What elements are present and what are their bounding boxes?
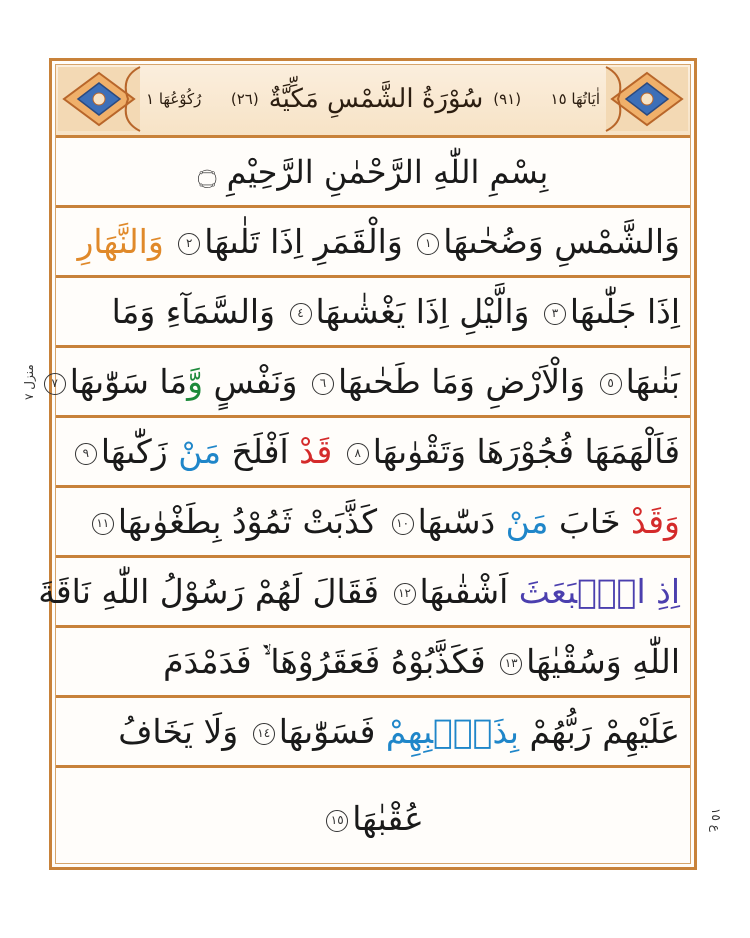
tajweed-word-purple: اِذِ انْۢبَعَثَ <box>518 572 680 611</box>
header-text <box>146 79 600 119</box>
verse-text: فَسَوّٰىهَا <box>278 712 386 751</box>
verse-line <box>56 768 690 868</box>
verse-line-text <box>38 572 680 611</box>
verse-line <box>56 488 690 558</box>
surah-title-group <box>231 84 521 114</box>
ornament-left-icon <box>58 67 140 131</box>
verse-line <box>51 348 690 418</box>
verse-text: وَالشَّمْسِ وَضُحٰىهَا <box>443 222 680 261</box>
ruku-count: رُكُوْعُهَا ١ <box>146 90 202 108</box>
verse-text: كَذَّبَتْ ثَمُوْدُ بِطَغْوٰىهَا <box>117 502 388 541</box>
verse-text: وَالَّيْلِ اِذَا يَغْشٰىهَا <box>315 292 540 331</box>
verse-text: اِذَا جَلّٰىهَا <box>569 292 680 331</box>
verse-text: فَقَالَ لَهُمْ رَسُوْلُ اللّٰهِ نَاقَةَ <box>38 572 390 611</box>
manzil-marker: منزل ٧ <box>22 364 36 400</box>
ayah-number-marker: ٦ <box>312 373 334 395</box>
verse-text: عُقْبٰهَا <box>352 798 424 838</box>
revelation-order: (٢٦) <box>230 90 259 108</box>
ayah-number-marker: ١٤ <box>253 723 275 745</box>
verse-text: عَلَيْهِمْ رَبُّهُمْ <box>518 712 680 751</box>
verse-text: اَشْقٰىهَا <box>419 572 519 611</box>
surah-number: (٩١) <box>493 90 522 108</box>
verse-line <box>56 418 690 488</box>
ayah-number-marker: ٣ <box>544 303 566 325</box>
verse-line-text <box>88 502 680 541</box>
verse-text: زَكّٰىهَا <box>100 432 179 471</box>
verse-line-text <box>163 642 680 682</box>
verse-line-text <box>77 222 680 261</box>
ayah-number-marker: ٨ <box>347 443 369 465</box>
verse-text: وَلَا يَخَافُ <box>118 712 249 751</box>
verse-text: خَابَ <box>548 502 631 541</box>
verse-text: دَسّٰىهَا <box>417 502 506 541</box>
ayat-count: اٰيَاتُهَا ١٥ <box>550 90 600 108</box>
tajweed-word-orange: وَالنَّهَارِ <box>77 222 175 261</box>
ayah-number-marker: ٩ <box>75 443 97 465</box>
verse-text: فَكَذَّبُوْهُ فَعَقَرُوْهَا ۙ۬ فَدَمْدَمَ <box>163 641 497 681</box>
tajweed-word-red: وَقَدْ <box>630 502 680 541</box>
verse-line <box>56 208 690 278</box>
ayah-number-marker: ٧ <box>44 373 66 395</box>
bismillah-line: بِسْمِ اللّٰهِ الرَّحْمٰنِ الرَّحِيْمِ ۝ <box>56 138 690 208</box>
verse-text: اَفْلَحَ <box>221 432 300 471</box>
surah-header <box>56 65 690 138</box>
verse-line <box>56 628 690 698</box>
verse-line-text <box>112 292 680 331</box>
verse-text: فَاَلْهَمَهَا فُجُوْرَهَا وَتَقْوٰىهَا <box>372 432 680 471</box>
verse-text: وَالسَّمَآءِ وَمَا <box>111 292 286 331</box>
ayah-number-marker: ٥ <box>600 373 622 395</box>
verse-line-text <box>118 712 680 751</box>
verse-line-text <box>322 799 424 838</box>
ornament-right-icon <box>606 67 688 131</box>
tajweed-word-blue: مَنْ <box>178 432 221 471</box>
verse-line <box>38 558 690 628</box>
ayah-number-marker: ١ <box>417 233 439 255</box>
tajweed-word-blue: بِذَنْۢبِهِمْ <box>385 712 519 751</box>
ayah-number-marker: ١٥ <box>326 810 348 832</box>
ayah-number-marker: ٢ <box>178 233 200 255</box>
ayah-number-marker: ١١ <box>92 513 114 535</box>
verse-text: بَنٰىهَا <box>625 362 680 401</box>
tajweed-word-green: وَّ <box>187 362 214 401</box>
tajweed-word-red: قَدْ <box>299 432 343 471</box>
ruku-side-marker: ع ١٥ <box>709 808 723 832</box>
tajweed-word-blue: مَنْ <box>505 502 549 541</box>
ayah-number-marker: ١٠ <box>392 513 414 535</box>
verse-text: وَنَفْسٍ <box>213 362 308 401</box>
verse-text: مَا سَوّٰىهَا <box>69 362 188 401</box>
ayah-number-marker: ١٢ <box>394 583 416 605</box>
verse-line-text <box>71 432 680 471</box>
quran-page <box>38 58 697 870</box>
verse-text: وَالْقَمَرِ اِذَا تَلٰىهَا <box>204 222 414 261</box>
ayah-number-marker: ١٣ <box>500 653 522 675</box>
verse-line <box>56 278 690 348</box>
ayah-number-marker: ٤ <box>290 303 312 325</box>
surah-name: سُوْرَةُ الشَّمْسِ مَكِّيَّةٌ <box>268 84 484 114</box>
verse-line <box>56 698 690 768</box>
verse-text: وَالْاَرْضِ وَمَا طَحٰىهَا <box>337 362 596 401</box>
verse-text: اللّٰهِ وَسُقْيٰهَا <box>526 641 680 681</box>
verse-line-text <box>40 362 680 401</box>
page-inner-frame <box>38 64 691 864</box>
